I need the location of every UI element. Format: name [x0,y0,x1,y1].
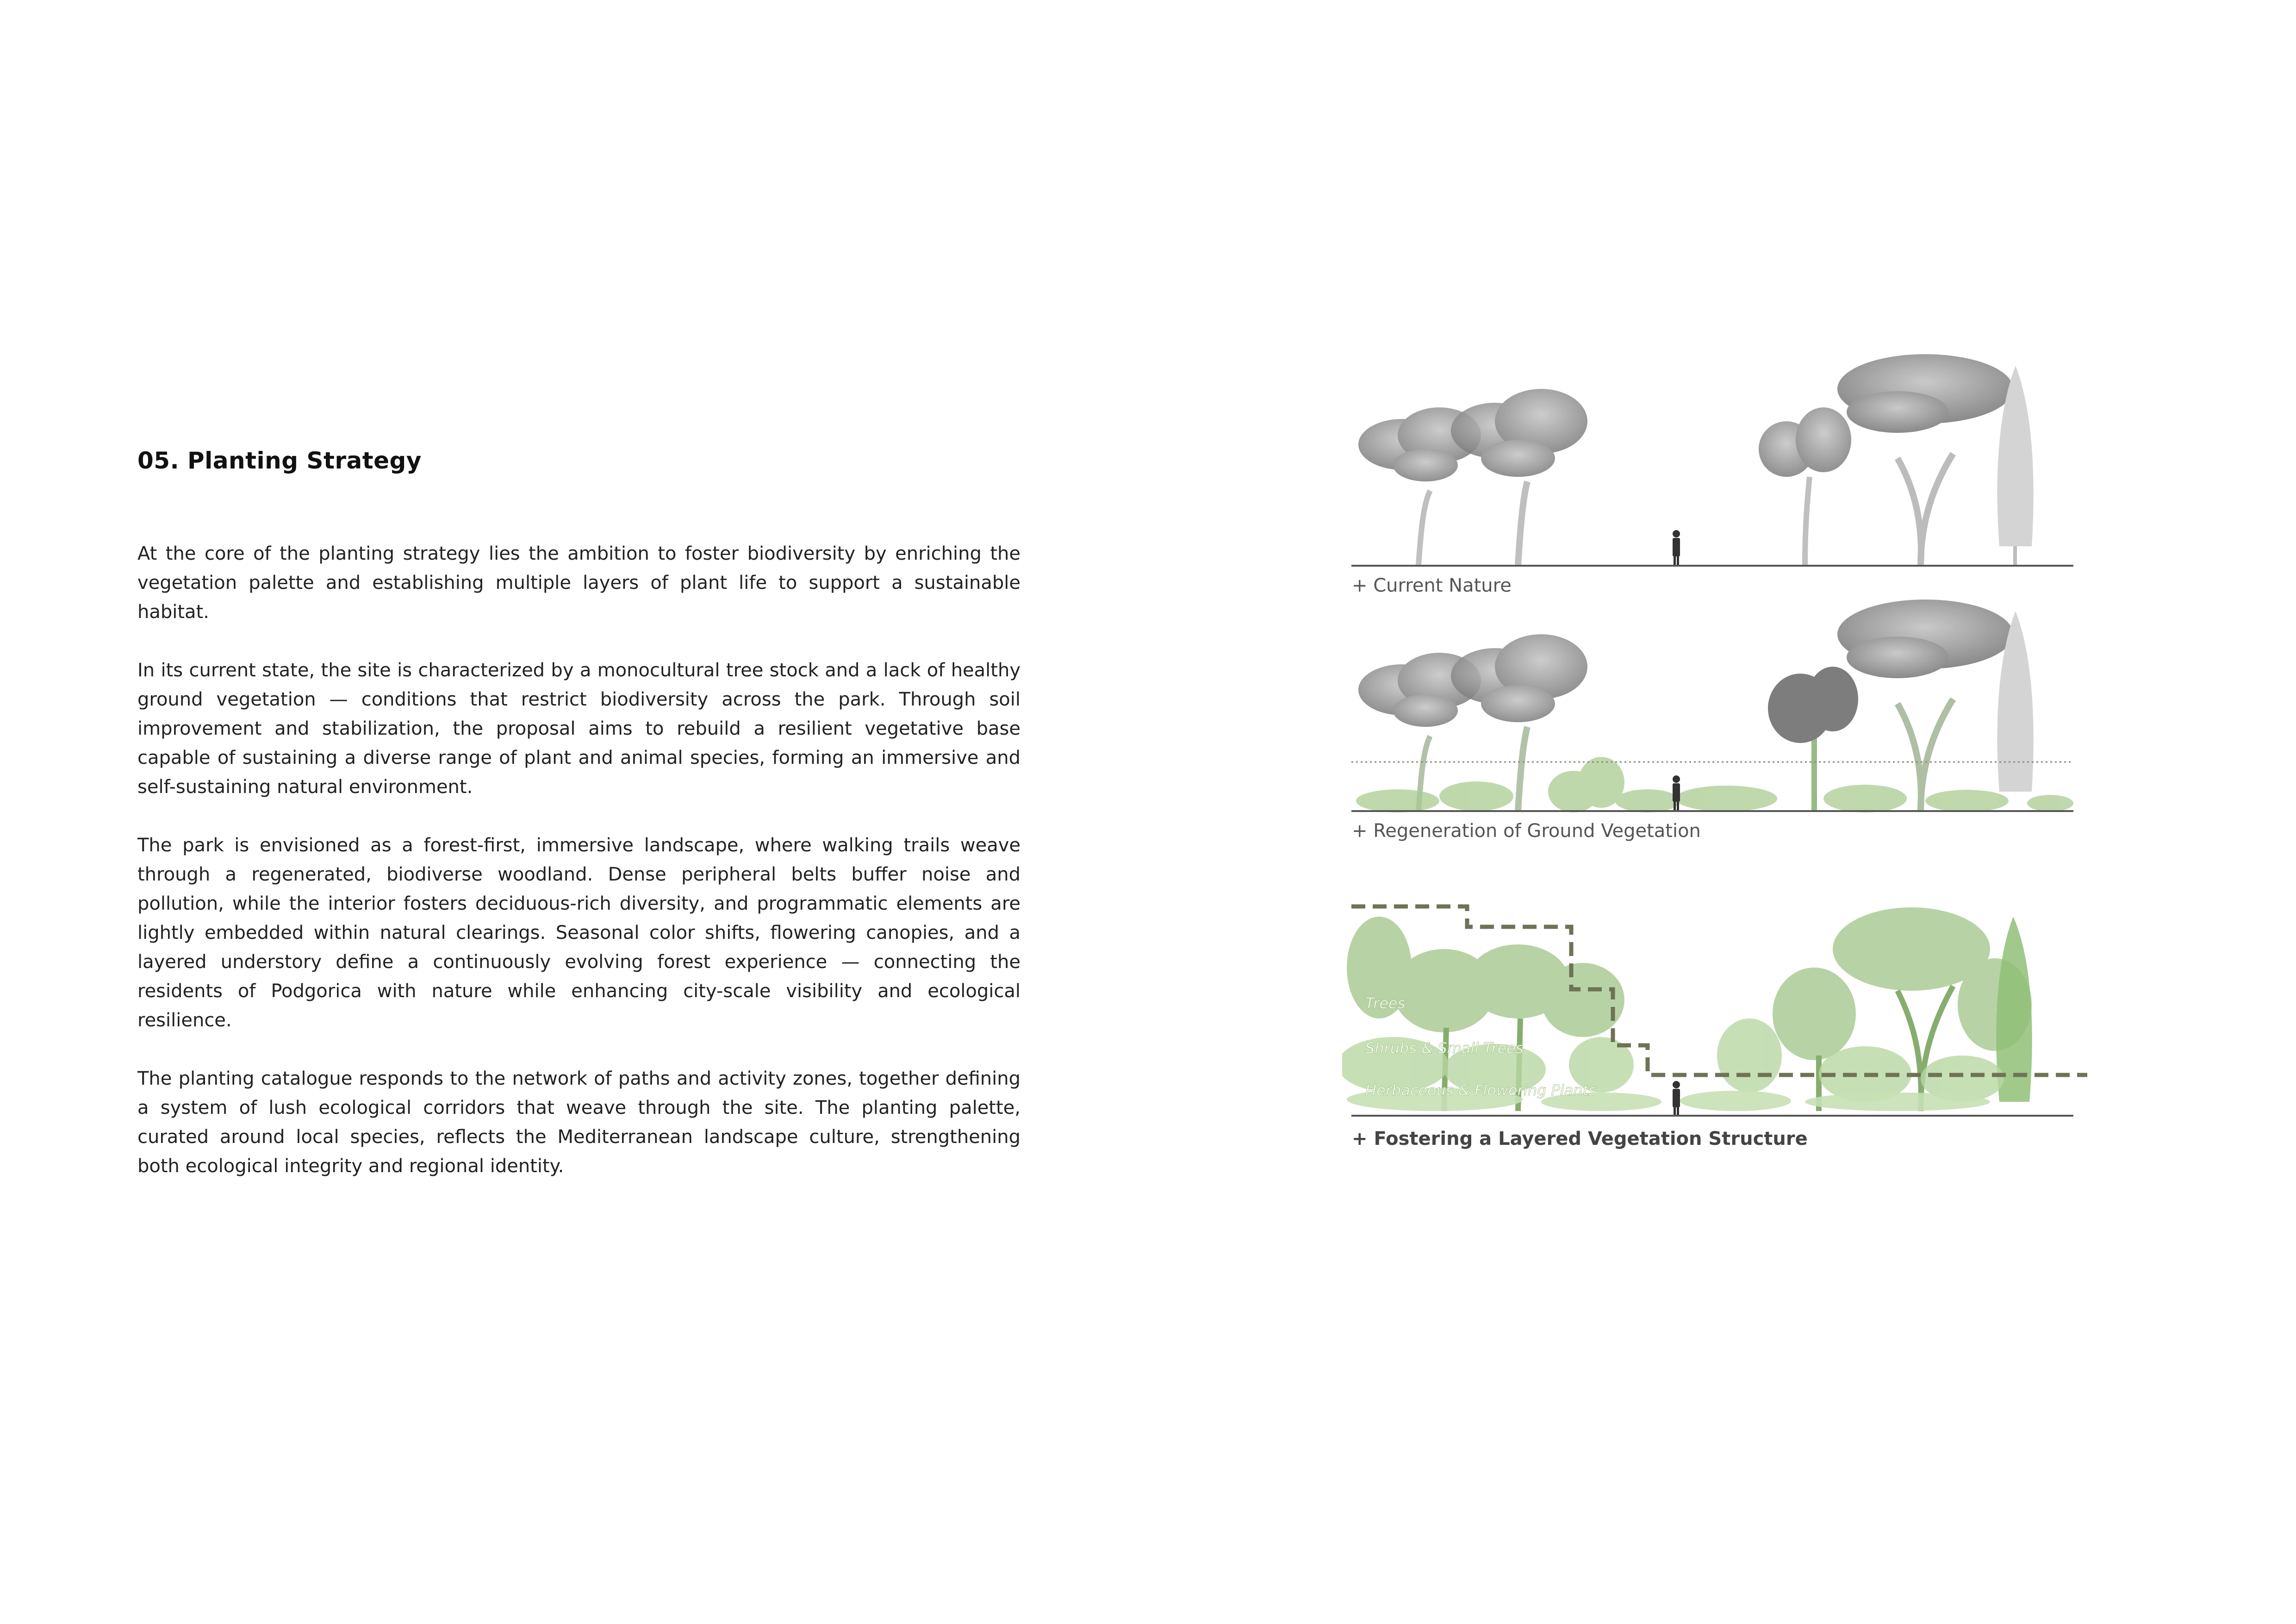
umbrella-pine [1837,354,2013,565]
umbrella-pine [1837,600,2013,810]
current-nature-diagram [1342,352,2101,569]
regeneration-diagram [1342,597,2101,815]
pine-tree-2 [1451,389,1587,565]
layered-structure-illustration [1342,889,2101,1120]
paragraph-intro: At the core of the planting strategy lies the ambition to foster biodiversity by enriching the vegetation palette and establishing multiple layers of plant life to support a sustainable habitat. [137,543,1020,623]
caption-current-nature: + Current Nature [1352,575,1512,596]
layered-structure-diagram [1342,889,2101,1120]
layer-label-herbaceous: Herbaceous & Flowering Plants [1365,1081,1596,1099]
person-silhouette [1673,530,1680,565]
regeneration-illustration [1342,597,2101,815]
ground-vegetation [1356,757,2073,812]
caption-layered-structure: + Fostering a Layered Vegetation Structure [1352,1128,1808,1149]
body-text [137,539,1020,1210]
layer-label-shrubs: Shrubs & Small Trees [1365,1039,1524,1057]
caption-regeneration: + Regeneration of Ground Vegetation [1352,820,1701,842]
paragraph-current-state: In its current state, the site is characterized by a monocultural tree stock and a lack of healthy ground vegetation — conditions that restrict biodiversity across the park. Through soil improvement and stabilization, the proposal aims to rebuild a resilient vegetative base capable of sustaining a diverse range of plant and animal species, forming an immersive and self-sustaining natural environment. [137,660,1020,798]
section-title: 05. Planting Strategy [137,447,422,474]
current-nature-illustration [1342,352,2101,569]
paragraph-vision: The park is envisioned as a forest-first, immersive landscape, where walking trails weave through a regenerated, biodiverse woodland. Dense peripheral belts buffer noise and pollution, while the interior fosters deciduous-rich diversity, and programmatic elements are lightly embedded within natural clearings. Seasonal color shifts, flowering canopies, and a layered understory define a continuously evolving forest experience — connecting the residents of Podgorica with nature while enhancing city-scale visibility and ecological resilience. [137,835,1020,1031]
layer-label-trees: Trees [1365,994,1406,1012]
paragraph-catalogue: The planting catalogue responds to the network of paths and activity zones, together defining a system of lush ecological corridors that weave through the site. The planting palette, curated around local species, reflects the Mediterranean landscape culture, strengthening both ecological integrity and regional identity. [137,1068,1020,1177]
person-silhouette [1673,1081,1680,1115]
pine-tree-3 [1759,407,1851,565]
